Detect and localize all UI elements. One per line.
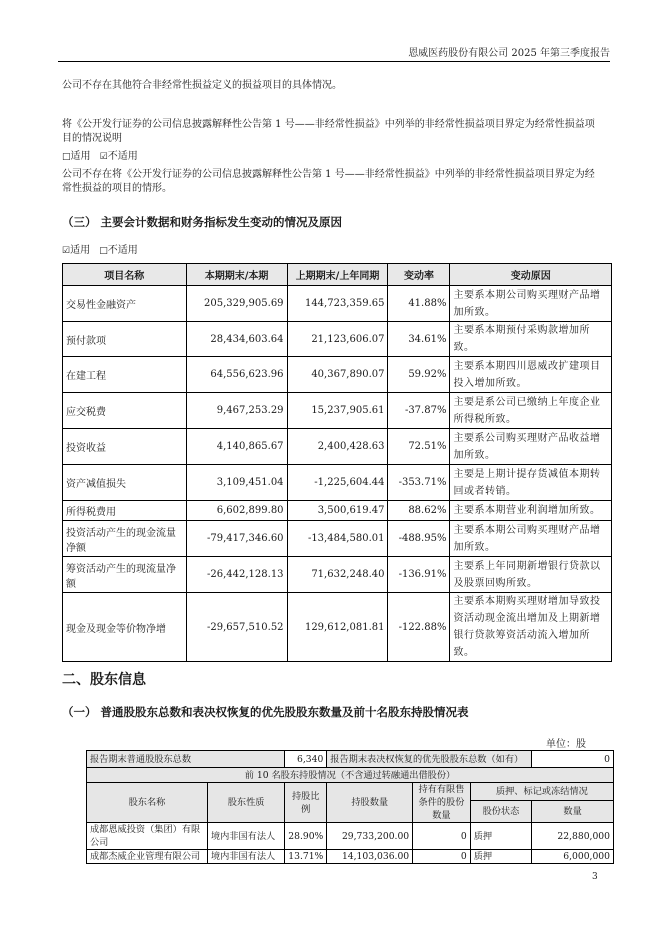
- prior-value: 129,612,081.81: [287, 593, 388, 662]
- current-value: 205,329,905.69: [186, 286, 287, 322]
- header-holding-ratio: 持股比例: [285, 783, 327, 823]
- holding-ratio: 28.90%: [285, 823, 327, 850]
- table-row: [63, 286, 612, 322]
- holding-amount: 14,103,036.00: [327, 850, 413, 864]
- change-rate: -37.87%: [388, 393, 450, 429]
- current-value: 3,109,451.04: [186, 465, 287, 501]
- item-name: 投资活动产生的现金流量净额: [63, 521, 187, 557]
- header-change-reason: 变动原因: [450, 264, 612, 286]
- table-row: [87, 850, 614, 864]
- holder-nature: 境内非国有法人: [207, 850, 284, 864]
- item-name: 预付款项: [63, 322, 187, 357]
- change-reason: 主要系本期购买理财增加导致投资活动现金流出增加及上期新增银行贷款筹资活动流入增加所致。: [450, 593, 612, 662]
- holding-ratio: 13.71%: [285, 850, 327, 864]
- paragraph-3: 公司不存在将《公开发行证券的公司信息披露解释性公告第 1 号——非经常性损益》中列举的非经常性损益项目界定为经常性损益的项目的情形。: [62, 169, 595, 194]
- total-holders-value: 6,340: [285, 751, 327, 768]
- table-row: [63, 593, 612, 662]
- header-rule: [58, 61, 610, 62]
- share-status: 质押: [470, 823, 532, 850]
- change-reason: 主要系公司购买理财产品收益增加所致。: [450, 429, 612, 465]
- preferred-holders-label: 报告期末表决权恢复的优先股股东总数（如有）: [327, 751, 532, 768]
- prior-value: 2,400,428.63: [287, 429, 388, 465]
- change-rate: 41.88%: [388, 286, 450, 322]
- table-row: [63, 521, 612, 557]
- change-reason: 主要系本期公司购买理财产品增加所致。: [450, 286, 612, 322]
- checkbox-checked-icon: ☑: [99, 152, 108, 162]
- change-rate: -488.95%: [388, 521, 450, 557]
- top10-title-row: [87, 768, 614, 783]
- header-pledge-quantity: 数量: [532, 801, 614, 823]
- table-row: [63, 465, 612, 501]
- prior-value: -13,484,580.01: [287, 521, 388, 557]
- top10-title: 前 10 名股东持股情况（不含通过转融通出借股份）: [87, 768, 614, 783]
- summary-row: [87, 751, 614, 768]
- not-applicable-label: 不适用: [107, 151, 138, 162]
- section-title: （三） 主要会计数据和财务指标发生变动的情况及原因: [62, 215, 343, 229]
- change-rate: 88.62%: [388, 501, 450, 521]
- header-holder-name: 股东名称: [87, 783, 208, 823]
- table-row: [63, 357, 612, 393]
- pledge-quantity: 6,000,000: [532, 850, 614, 864]
- current-value: 9,467,253.29: [186, 393, 287, 429]
- header-pledge-group: 质押、标记或冻结情况: [470, 783, 613, 801]
- item-name: 资产减值损失: [63, 465, 187, 501]
- holder-name: 成都杰威企业管理有限公司: [87, 850, 208, 864]
- applicable-label: 适用: [70, 245, 91, 256]
- current-value: -29,657,510.52: [186, 593, 287, 662]
- current-value: 4,140,865.67: [186, 429, 287, 465]
- prior-value: 15,237,905.61: [287, 393, 388, 429]
- change-reason: 主要系本期营业利润增加所致。: [450, 501, 612, 521]
- header-holder-nature: 股东性质: [207, 783, 284, 823]
- table-row: [87, 823, 614, 850]
- restricted-shares: 0: [413, 823, 471, 850]
- paragraph-1: 公司不存在其他符合非经常性损益定义的损益项目的具体情况。: [62, 80, 342, 91]
- shareholder-sub-title: （一） 普通股股东总数和表决权恢复的优先股股东数量及前十名股东持股情况表: [62, 705, 469, 719]
- current-value: 64,556,623.96: [186, 357, 287, 393]
- header-current-period: 本期期末/本期: [186, 264, 287, 286]
- change-rate: 34.61%: [388, 322, 450, 357]
- item-name: 投资收益: [63, 429, 187, 465]
- financial-changes-table: [62, 263, 612, 662]
- change-rate: -353.71%: [388, 465, 450, 501]
- preferred-holders-value: 0: [532, 751, 614, 768]
- item-name: 在建工程: [63, 357, 187, 393]
- item-name: 所得税费用: [63, 501, 187, 521]
- prior-value: -1,225,604.44: [287, 465, 388, 501]
- change-reason: 主要系本期四川恩威改扩建项目投入增加所致。: [450, 357, 612, 393]
- page-number: 3: [592, 872, 598, 882]
- holding-amount: 29,733,200.00: [327, 823, 413, 850]
- holder-nature: 境内非国有法人: [207, 823, 284, 850]
- prior-value: 144,723,359.65: [287, 286, 388, 322]
- shareholder-table: [86, 750, 614, 864]
- shareholder-section-title: 二、股东信息: [62, 672, 146, 688]
- applicable-line-1: [62, 150, 602, 164]
- holder-name: 成都恩威投资（集团）有限公司: [87, 823, 208, 850]
- change-reason: 主要系本期公司购买理财产品增加所致。: [450, 521, 612, 557]
- applicable-line-2: [62, 244, 602, 258]
- unit-label: 单位：股: [546, 739, 586, 750]
- item-name: 筹资活动产生的现流量净额: [63, 557, 187, 593]
- current-value: -26,442,128.13: [186, 557, 287, 593]
- applicable-label: 适用: [70, 151, 91, 162]
- change-rate: -122.88%: [388, 593, 450, 662]
- header-restricted-shares: 持有有限售条件的股份数量: [413, 783, 471, 823]
- change-reason: 主要系上年同期新增银行贷款以及股票回购所致。: [450, 557, 612, 593]
- current-value: -79,417,346.60: [186, 521, 287, 557]
- item-name: 应交税费: [63, 393, 187, 429]
- change-reason: 主要是上期计提存货减值本期转回或者转销。: [450, 465, 612, 501]
- current-value: 6,602,899.80: [186, 501, 287, 521]
- prior-value: 3,500,619.47: [287, 501, 388, 521]
- change-reason: 主要是系公司已缴纳上年度企业所得税所致。: [450, 393, 612, 429]
- prior-value: 40,367,890.07: [287, 357, 388, 393]
- not-applicable-label: 不适用: [107, 245, 138, 256]
- table-row: [63, 429, 612, 465]
- table-row: [63, 322, 612, 357]
- change-rate: 72.51%: [388, 429, 450, 465]
- change-rate: 59.92%: [388, 357, 450, 393]
- change-rate: -136.91%: [388, 557, 450, 593]
- change-reason: 主要系本期预付采购款增加所致。: [450, 322, 612, 357]
- header-share-status: 股份状态: [470, 801, 532, 823]
- header-change-rate: 变动率: [388, 264, 450, 286]
- pledge-quantity: 22,880,000: [532, 823, 614, 850]
- share-status: 质押: [470, 850, 532, 864]
- restricted-shares: 0: [413, 850, 471, 864]
- checkbox-unchecked-icon: □: [99, 246, 108, 256]
- checkbox-checked-icon: ☑: [62, 246, 71, 256]
- header-holding-amount: 持股数量: [327, 783, 413, 823]
- current-value: 28,434,603.64: [186, 322, 287, 357]
- total-holders-label: 报告期末普通股股东总数: [87, 751, 285, 768]
- table-row: [63, 557, 612, 593]
- header-item-name: 项目名称: [63, 264, 187, 286]
- header-prior-period: 上期期末/上年同期: [287, 264, 388, 286]
- prior-value: 71,632,248.40: [287, 557, 388, 593]
- table-row: [63, 501, 612, 521]
- paragraph-2: 将《公开发行证券的公司信息披露解释性公告第 1 号——非经常性损益》中列举的非经常性损益项目界定为经常性损益项目的情况说明: [62, 119, 595, 144]
- table-row: [63, 393, 612, 429]
- page-header: 恩威医药股份有限公司 2025 年第三季度报告: [408, 48, 610, 59]
- table-header-row: [87, 783, 614, 801]
- prior-value: 21,123,606.07: [287, 322, 388, 357]
- item-name: 交易性金融资产: [63, 286, 187, 322]
- table-header-row: [63, 264, 612, 286]
- item-name: 现金及现金等价物净增: [63, 593, 187, 662]
- checkbox-unchecked-icon: □: [62, 152, 71, 162]
